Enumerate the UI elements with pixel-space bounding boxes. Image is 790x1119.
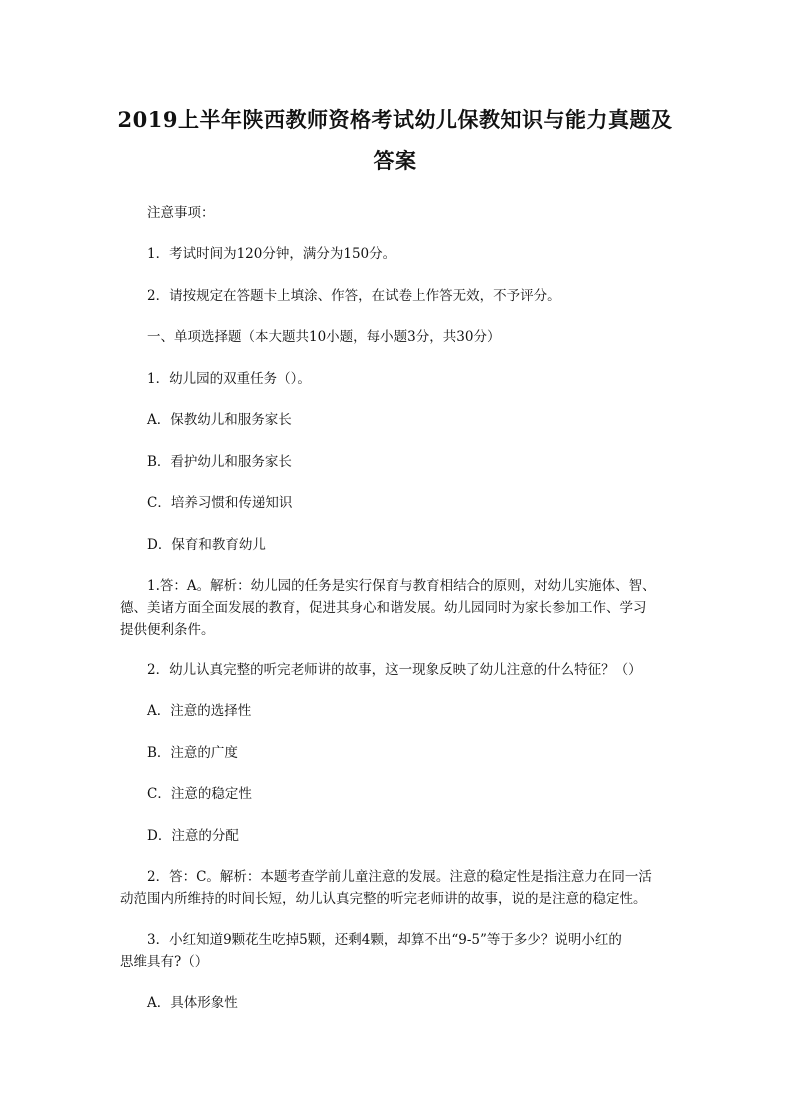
document-title-line-2: 答案 bbox=[373, 148, 417, 173]
notice-item-1: 1．考试时间为120分钟，满分为150分。 bbox=[147, 246, 397, 262]
question-1-answer-line-3: 提供便利条件。 bbox=[120, 622, 215, 638]
section-heading-single-choice: 一、单项选择题（本大题共10小题，每小题3分，共30分） bbox=[147, 329, 501, 345]
question-2-option-c: C．注意的稳定性 bbox=[147, 786, 252, 802]
question-2-option-a: A．注意的选择性 bbox=[147, 703, 252, 719]
question-2-option-d: D．注意的分配 bbox=[147, 828, 239, 844]
question-2-answer-line-2: 动范围内所维持的时间长短，幼儿认真完整的听完老师讲的故事，说的是注意的稳定性。 bbox=[120, 891, 647, 907]
question-2-option-b: B．注意的广度 bbox=[147, 745, 238, 761]
question-3-stem-line-2: 思维具有?（） bbox=[120, 954, 209, 970]
question-1-option-a: A．保教幼儿和服务家长 bbox=[147, 412, 292, 428]
question-1-stem: 1．幼儿园的双重任务（）。 bbox=[147, 371, 311, 387]
question-2-answer-line-1: 2．答：C。解析：本题考查学前儿童注意的发展。注意的稳定性是指注意力在同一活 bbox=[147, 869, 652, 885]
question-3-stem-line-1: 3．小红知道9颗花生吃掉5颗，还剩4颗，却算不出“9-5”等于多少？说明小红的 bbox=[147, 932, 622, 948]
question-2-stem: 2．幼儿认真完整的听完老师讲的故事，这一现象反映了幼儿注意的什么特征？（） bbox=[147, 662, 642, 678]
question-1-option-d: D．保育和教育幼儿 bbox=[147, 537, 266, 553]
question-3-option-a: A．具体形象性 bbox=[147, 995, 238, 1011]
notice-heading: 注意事项： bbox=[147, 205, 215, 221]
question-1-answer-line-1: 1.答：A。解析：幼儿园的任务是实行保育与教育相结合的原则，对幼儿实施体、智、 bbox=[147, 578, 656, 594]
question-1-option-b: B．看护幼儿和服务家长 bbox=[147, 454, 292, 470]
question-1-option-c: C．培养习惯和传递知识 bbox=[147, 495, 293, 511]
document-title-line-1: 2019上半年陕西教师资格考试幼儿保教知识与能力真题及 bbox=[117, 107, 673, 132]
notice-item-2: 2．请按规定在答题卡上填涂、作答，在试卷上作答无效，不予评分。 bbox=[147, 288, 561, 304]
question-1-answer-line-2: 德、美诸方面全面发展的教育，促进其身心和谐发展。幼儿园同时为家长参加工作、学习 bbox=[120, 600, 647, 616]
